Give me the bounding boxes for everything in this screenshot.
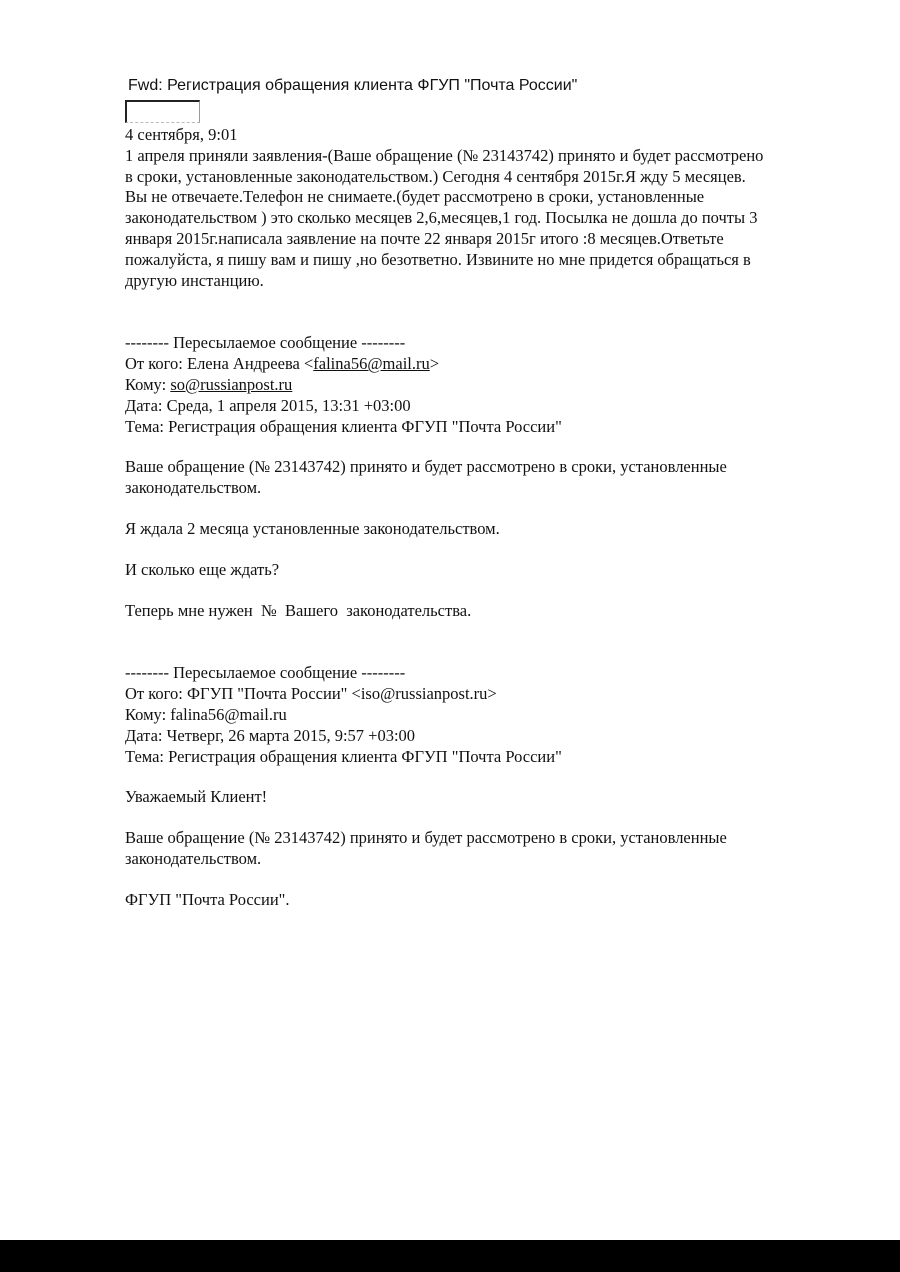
body-line: Вы не отвечаете.Телефон не снимаете.(будет рассмотрено в сроки, установленные — [125, 187, 705, 207]
attachment-box — [125, 100, 200, 123]
body-line: пожалуйста, я пишу вам и пишу ,но безответно. Извините но мне придется обращаться в — [125, 249, 751, 269]
sender-email-link[interactable]: falina56@mail.ru — [313, 354, 430, 374]
signature: ФГУП "Почта России". — [125, 889, 290, 909]
forward-separator: -------- Пересылаемое сообщение -------- — [125, 663, 406, 683]
forward-subject: Тема: Регистрация обращения клиента ФГУП "Почта России" — [125, 416, 562, 436]
scan-bottom-edge — [0, 1240, 900, 1272]
forward-date: Дата: Четверг, 26 марта 2015, 9:57 +03:00 — [125, 725, 416, 745]
recipient-email-link[interactable]: so@russianpost.ru — [170, 374, 293, 394]
forward-separator: -------- Пересылаемое сообщение -------- — [125, 333, 406, 353]
forward-paragraph: И сколько еще ждать? — [125, 559, 280, 579]
forwarded-message-2 — [125, 663, 825, 910]
forward-from: От кого: ФГУП "Почта России" <iso@russianpost.ru> — [125, 684, 497, 704]
email-subject: Fwd: Регистрация обращения клиента ФГУП "Почта России" — [128, 77, 578, 94]
from-close: > — [429, 354, 440, 374]
forward-paragraph: Теперь мне нужен № Вашего законодательства. — [125, 600, 472, 620]
greeting: Уважаемый Клиент! — [125, 787, 268, 807]
forward-subject: Тема: Регистрация обращения клиента ФГУП "Почта России" — [125, 746, 562, 766]
body-line: другую инстанцию. — [125, 270, 264, 290]
forward-paragraph: Ваше обращение (№ 23143742) принято и будет рассмотрено в сроки, установленные — [125, 457, 727, 477]
forward-to — [125, 375, 825, 396]
forward-paragraph: законодательством. — [125, 848, 262, 868]
email-body — [125, 146, 825, 292]
body-line: в сроки, установленные законодательством.) Сегодня 4 сентября 2015г.Я жду 5 месяцев. — [125, 166, 746, 186]
forward-paragraph: законодательством. — [125, 478, 262, 498]
body-line: 1 апреля приняли заявления-(Ваше обращение (№ 23143742) принято и будет рассмотрено — [125, 145, 764, 165]
email-date: 4 сентября, 9:01 — [125, 125, 238, 144]
forward-date: Дата: Среда, 1 апреля 2015, 13:31 +03:00 — [125, 395, 411, 415]
forward-to: Кому: falina56@mail.ru — [125, 704, 287, 724]
forward-from — [125, 354, 825, 375]
to-label: Кому: — [125, 374, 171, 394]
forward-paragraph: Я ждала 2 месяца установленные законодательством. — [125, 518, 500, 538]
from-label: От кого: Елена Андреева < — [125, 354, 314, 374]
body-line: января 2015г.написала заявление на почте 22 января 2015г итого :8 месяцев.Ответьте — [125, 228, 724, 248]
forwarded-message-1 — [125, 333, 825, 621]
email-content — [125, 74, 825, 911]
forward-paragraph: Ваше обращение (№ 23143742) принято и будет рассмотрено в сроки, установленные — [125, 828, 727, 848]
body-line: законодательством ) это сколько месяцев 2,6,месяцев,1 год. Посылка не дошла до почты 3 — [125, 208, 758, 228]
